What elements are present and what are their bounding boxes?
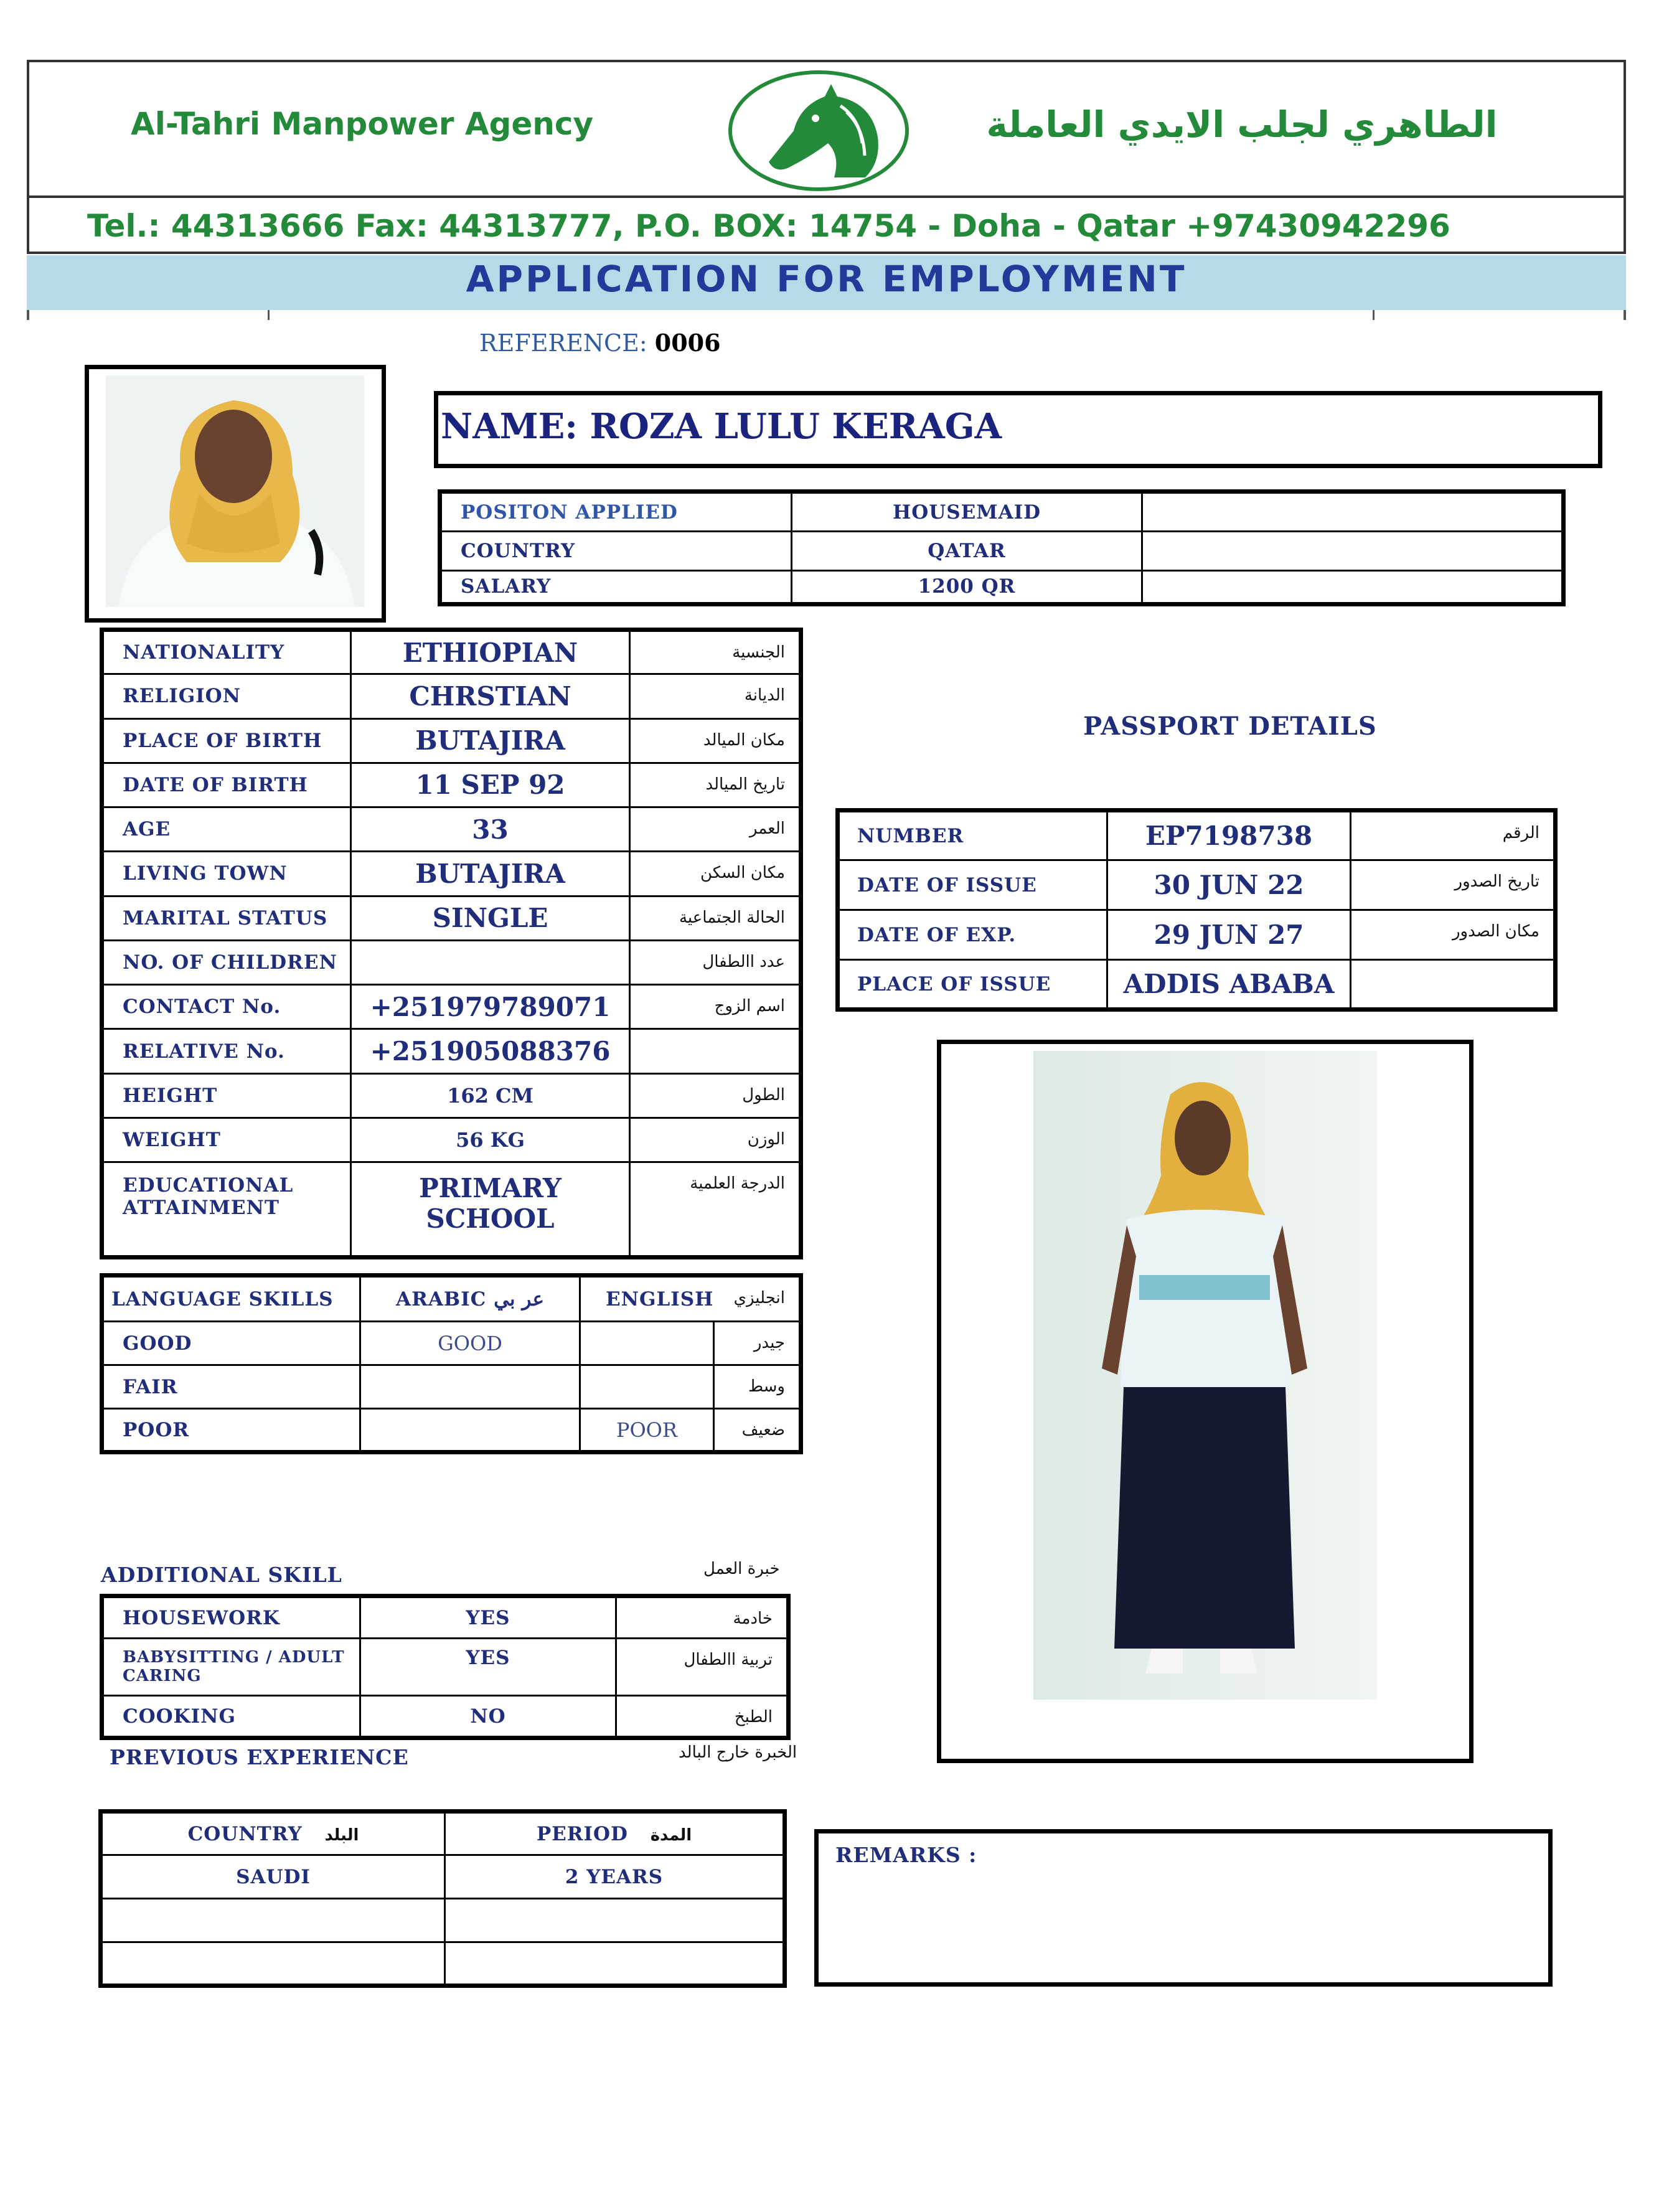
table-row: [838, 960, 1556, 1010]
experience-period-header: [445, 1812, 785, 1855]
table-row: [102, 630, 801, 674]
table-row: [101, 1812, 785, 1855]
table-row: [102, 852, 801, 896]
arabic-level: [360, 1365, 580, 1409]
table-row: [102, 718, 801, 763]
language-level-label: GOOD: [102, 1322, 360, 1365]
passport-label: PLACE OF ISSUE: [838, 960, 1107, 1010]
salary-label: SALARY: [440, 570, 792, 604]
table-row: [102, 807, 801, 852]
personal-label-ar: اسم الزوج: [630, 985, 801, 1029]
personal-label-ar: الحالة الجتماعية: [630, 896, 801, 940]
arabic-level: [360, 1409, 580, 1452]
previous-experience-title: PREVIOUS EXPERIENCE: [110, 1745, 409, 1769]
country-header-ar: البلد: [324, 1825, 359, 1845]
personal-label: CONTACT No.: [102, 985, 351, 1029]
reference-label: REFERENCE:: [479, 329, 647, 357]
personal-value: 11 SEP 92: [351, 763, 630, 807]
full-body-photo: [1033, 1051, 1377, 1700]
period-header-label: PERIOD: [536, 1822, 628, 1845]
personal-label: LIVING TOWN: [102, 852, 351, 896]
table-row: [102, 1409, 801, 1452]
additional-skill-title-ar: خبرة العمل: [703, 1560, 780, 1578]
table-row: [440, 532, 1564, 570]
language-level-ar: جيدر: [713, 1322, 801, 1365]
skill-label: BABYSITTING / ADULT CARING: [102, 1639, 360, 1696]
personal-value: 56 KG: [351, 1118, 630, 1162]
personal-label: HEIGHT: [102, 1073, 351, 1118]
skill-label-ar: تربية االطفال: [616, 1639, 789, 1696]
personal-label-ar: الوزن: [630, 1118, 801, 1162]
personal-label: RELATIVE No.: [102, 1029, 351, 1073]
experience-country-header: [101, 1812, 445, 1855]
remarks-label: REMARKS :: [835, 1843, 977, 1867]
skill-label: COOKING: [102, 1696, 360, 1738]
personal-value: 162 CM: [351, 1073, 630, 1118]
table-row: [102, 1322, 801, 1365]
experience-period: [445, 1899, 785, 1942]
english-level: [580, 1322, 714, 1365]
passport-label: DATE OF EXP.: [838, 910, 1107, 960]
language-skills-label: LANGUAGE SKILLS: [102, 1276, 360, 1322]
table-row: [101, 1855, 785, 1899]
passport-table: [835, 808, 1558, 1012]
personal-label-ar: [630, 1029, 801, 1073]
table-row: [102, 1696, 789, 1738]
personal-label: EDUCATIONAL ATTAINMENT: [102, 1162, 351, 1258]
skill-value: YES: [360, 1596, 616, 1639]
form-title: APPLICATION FOR EMPLOYMENT: [466, 258, 1187, 300]
country-extra: [1142, 532, 1564, 570]
personal-value: +251905088376: [351, 1029, 630, 1073]
table-row: [102, 1276, 801, 1322]
personal-label: NATIONALITY: [102, 630, 351, 674]
passport-label: NUMBER: [838, 811, 1107, 860]
position-value: HOUSEMAID: [792, 492, 1142, 532]
name-value: ROZA LULU KERAGA: [590, 406, 1002, 447]
table-row: [102, 1596, 789, 1639]
previous-experience-title-ar: الخبرة خارج البالد: [679, 1743, 797, 1762]
table-row: [102, 985, 801, 1029]
applicant-name: [441, 406, 1002, 447]
country-header-label: COUNTRY: [187, 1822, 303, 1845]
english-level: POOR: [580, 1409, 714, 1452]
position-label: POSITON APPLIED: [440, 492, 792, 532]
passport-label-ar: تاريخ الصدور: [1351, 860, 1556, 910]
passport-label-ar: الرقم: [1351, 811, 1556, 860]
personal-value: BUTAJIRA: [351, 718, 630, 763]
personal-value: 33: [351, 807, 630, 852]
personal-label: PLACE OF BIRTH: [102, 718, 351, 763]
personal-value: [351, 940, 630, 984]
band-tick: [1373, 310, 1375, 320]
personal-value: ETHIOPIAN: [351, 630, 630, 674]
experience-period: [445, 1942, 785, 1986]
agency-name-ar: الطاهري لجلب الايدي العاملة: [986, 103, 1498, 146]
skill-label: HOUSEWORK: [102, 1596, 360, 1639]
additional-skill-title: ADDITIONAL SKILL: [101, 1563, 342, 1587]
experience-period: 2 YEARS: [445, 1855, 785, 1899]
portrait-photo: [106, 375, 364, 607]
personal-value: +251979789071: [351, 985, 630, 1029]
table-row: [102, 1162, 801, 1258]
table-row: [838, 811, 1556, 860]
table-row: [838, 860, 1556, 910]
personal-label: AGE: [102, 807, 351, 852]
passport-value: ADDIS ABABA: [1107, 960, 1351, 1010]
personal-value: PRIMARY SCHOOL: [351, 1162, 630, 1258]
personal-label: DATE OF BIRTH: [102, 763, 351, 807]
arabic-level: GOOD: [360, 1322, 580, 1365]
table-row: [102, 896, 801, 940]
table-row: [102, 1365, 801, 1409]
personal-label-ar: العمر: [630, 807, 801, 852]
english-level: [580, 1365, 714, 1409]
personal-label-ar: الدرجة العلمية: [630, 1162, 801, 1258]
passport-label-ar: [1351, 960, 1556, 1010]
table-row: [101, 1899, 785, 1942]
personal-label: RELIGION: [102, 674, 351, 718]
english-header: ENGLISH: [580, 1276, 714, 1322]
personal-label-ar: تاريخ الميالد: [630, 763, 801, 807]
personal-value: CHRSTIAN: [351, 674, 630, 718]
horse-head-icon: [725, 68, 912, 193]
language-level-label: FAIR: [102, 1365, 360, 1409]
band-strip: [27, 310, 1626, 320]
passport-value: 30 JUN 22: [1107, 860, 1351, 910]
passport-title: PASSPORT DETAILS: [1083, 712, 1377, 741]
personal-value: SINGLE: [351, 896, 630, 940]
salary-value: 1200 QR: [792, 570, 1142, 604]
reference: [479, 329, 721, 357]
personal-label-ar: الطول: [630, 1073, 801, 1118]
language-level-label: POOR: [102, 1409, 360, 1452]
skill-label-ar: خادمة: [616, 1596, 789, 1639]
personal-details-table: [100, 628, 803, 1259]
position-extra: [1142, 492, 1564, 532]
band-tick: [268, 310, 270, 320]
language-skills-table: [100, 1273, 803, 1454]
letterhead-divider: [27, 195, 1626, 198]
table-row: [440, 492, 1564, 532]
table-row: [102, 1118, 801, 1162]
personal-label-ar: مكان السكن: [630, 852, 801, 896]
contact-line: Tel.: 44313666 Fax: 44313777, P.O. BOX: 14754 - Doha - Qatar +97430942296: [87, 208, 1450, 244]
table-row: [838, 910, 1556, 960]
passport-label-ar: مكان الصدور: [1351, 910, 1556, 960]
country-label: COUNTRY: [440, 532, 792, 570]
language-level-ar: ضعيف: [713, 1409, 801, 1452]
experience-country: SAUDI: [101, 1855, 445, 1899]
experience-country: [101, 1899, 445, 1942]
table-row: [102, 1029, 801, 1073]
personal-label-ar: مكان الميالد: [630, 718, 801, 763]
personal-label-ar: عدد االطفال: [630, 940, 801, 984]
table-row: [102, 940, 801, 984]
personal-label: MARITAL STATUS: [102, 896, 351, 940]
experience-table: [98, 1809, 787, 1988]
agency-name-en: Al-Tahri Manpower Agency: [131, 106, 594, 142]
reference-value: 0006: [654, 329, 721, 357]
position-table: [438, 489, 1566, 606]
english-header-ar: انجليزي: [713, 1276, 801, 1322]
table-row: [102, 763, 801, 807]
table-row: [101, 1942, 785, 1986]
skill-label-ar: الطبخ: [616, 1696, 789, 1738]
arabic-header: ARABIC عر بي: [360, 1276, 580, 1322]
table-row: [102, 674, 801, 718]
personal-value: BUTAJIRA: [351, 852, 630, 896]
personal-label: NO. OF CHILDREN: [102, 940, 351, 984]
period-header-ar: المدة: [650, 1825, 692, 1845]
passport-label: DATE OF ISSUE: [838, 860, 1107, 910]
passport-value: 29 JUN 27: [1107, 910, 1351, 960]
personal-label-ar: الجنسية: [630, 630, 801, 674]
country-value: QATAR: [792, 532, 1142, 570]
table-row: [102, 1639, 789, 1696]
experience-country: [101, 1942, 445, 1986]
salary-extra: [1142, 570, 1564, 604]
passport-value: EP7198738: [1107, 811, 1351, 860]
table-row: [440, 570, 1564, 604]
skill-value: NO: [360, 1696, 616, 1738]
additional-skill-table: [100, 1594, 791, 1740]
personal-label-ar: الديانة: [630, 674, 801, 718]
personal-label: WEIGHT: [102, 1118, 351, 1162]
language-level-ar: وسط: [713, 1365, 801, 1409]
name-label: NAME:: [441, 406, 578, 447]
skill-value: YES: [360, 1639, 616, 1696]
table-row: [102, 1073, 801, 1118]
